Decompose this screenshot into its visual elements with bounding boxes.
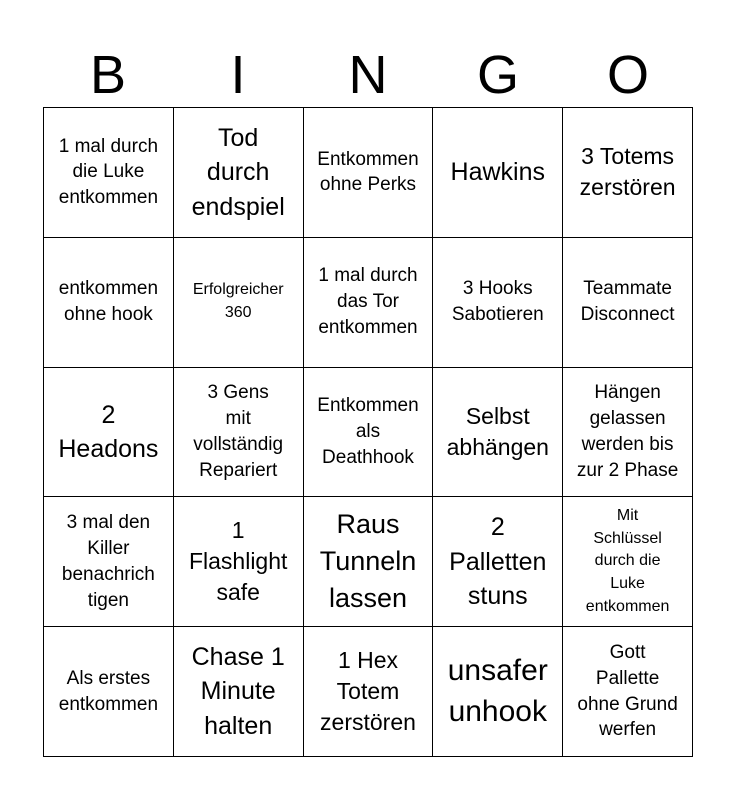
bingo-cell[interactable] [44,238,174,368]
bingo-cell[interactable] [174,497,304,627]
bingo-cell[interactable] [563,368,693,498]
cell-text: Mit Schlüssel durch die Luke entkommen [585,506,670,615]
cell-text: Entkommen als Deathhook [317,395,419,468]
bingo-cell[interactable] [304,627,434,757]
header-letter-b: B [89,45,127,105]
cell-text: Tod durch endspiel [191,124,285,221]
cell-text: Hawkins [450,158,546,187]
bingo-cell[interactable] [44,627,174,757]
bingo-cell[interactable] [433,108,563,238]
bingo-cell[interactable] [304,368,434,498]
cell-text: 2 Palletten stuns [449,513,547,610]
cell-text: entkommen ohne hook [58,278,159,326]
cell-text: Entkommen ohne Perks [317,148,419,196]
cell-text: Erfolgreicher 360 [192,281,284,322]
bingo-cell[interactable] [174,368,304,498]
bingo-cell[interactable] [44,368,174,498]
bingo-cell[interactable] [563,238,693,368]
cell-text: 1 mal durch die Luke entkommen [58,135,159,209]
header-letter-i: I [230,45,246,105]
bingo-cell[interactable] [563,627,693,757]
bingo-cell[interactable] [44,108,174,238]
cell-text: Selbst abhängen [446,402,549,460]
cell-text: 1 mal durch das Tor entkommen [318,265,418,339]
bingo-cell[interactable] [174,627,304,757]
bingo-cell[interactable] [563,497,693,627]
header-letter-o: O [606,45,649,105]
cell-text: 2 Headons [58,400,159,463]
bingo-cell[interactable] [174,238,304,368]
header-letter-g: G [476,45,519,105]
header-letter-n: N [348,45,388,105]
cell-text: Als erstes entkommen [58,667,159,715]
cell-text: 3 Totems zerstören [579,143,676,201]
bingo-cell[interactable] [174,108,304,238]
bingo-cell[interactable] [304,238,434,368]
bingo-cell[interactable] [44,497,174,627]
bingo-cell[interactable] [304,497,434,627]
cell-text: Chase 1 Minute halten [191,643,285,740]
bingo-cell[interactable] [304,108,434,238]
cell-text: Gott Pallette ohne Grund werfen [577,641,678,741]
cell-text: 3 Gens mit vollständig Repariert [193,382,284,481]
bingo-header [43,42,693,108]
cell-text: Hängen gelassen werden bis zur 2 Phase [576,382,679,481]
bingo-cell[interactable] [433,627,563,757]
cell-text: Raus Tunneln lassen [319,508,417,614]
cell-text: 3 mal den Killer benachrich tigen [61,512,155,611]
cell-text: 1 Hex Totem zerstören [320,647,416,736]
bingo-cell[interactable] [433,497,563,627]
cell-text: 3 Hooks Sabotieren [451,278,544,326]
bingo-cell[interactable] [433,238,563,368]
bingo-cell[interactable] [433,368,563,498]
cell-text: Teammate Disconnect [580,278,675,326]
bingo-board [43,107,693,757]
bingo-cell[interactable] [563,108,693,238]
cell-text: 1 Flashlight safe [188,517,288,606]
cell-text: unsafer unhook [447,653,548,728]
